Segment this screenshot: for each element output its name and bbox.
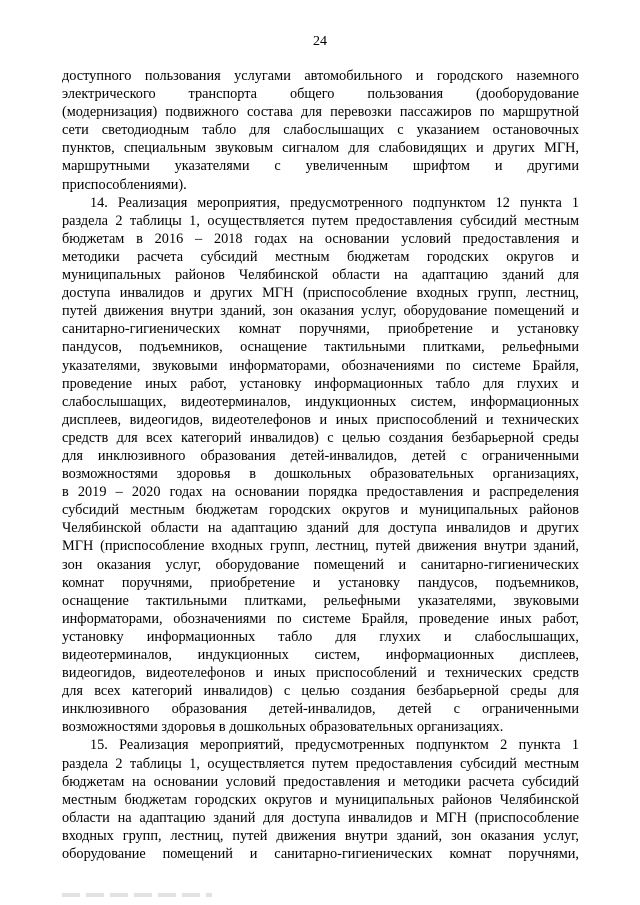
- text-line: (модернизация) подвижного состава для перевозки пассажиров по маршрутной: [62, 104, 579, 121]
- page-number: 24: [313, 34, 327, 49]
- text-line: оснащение тактильными плитками, рельефными указателями, звуковыми: [62, 592, 579, 609]
- text-line: субсидий местным бюджетам городских округов и муниципальных районов: [62, 502, 579, 519]
- text-line: Челябинской области на адаптацию зданий для доступа инвалидов и других: [62, 520, 579, 537]
- text-line: для инклюзивного образования детей-инвалидов, детей с ограниченными: [62, 447, 579, 464]
- text-line: возможностями здоровья в дошкольных образовательных организациях.: [62, 719, 504, 736]
- text-line: входных групп, лестниц, путей движения внутри зданий, зон оказания услуг,: [62, 827, 579, 844]
- text-line: санитарно-гигиенических комнат поручнями, приобретение и установку: [62, 321, 579, 338]
- text-line: 15. Реализация мероприятий, предусмотренных подпунктом 2 пункта 1: [90, 737, 579, 754]
- text-line: инклюзивного образования детей-инвалидов, детей с ограниченными: [62, 701, 579, 718]
- text-line: электрического транспорта общего пользования (дооборудование: [62, 86, 579, 103]
- text-line: информаторами, обозначениями по системе Брайля, проведение иных работ,: [62, 610, 579, 627]
- text-line: указателями, звуковыми информаторами, обозначениями по системе Брайля,: [62, 357, 579, 374]
- text-line: приспособлениями).: [62, 176, 187, 193]
- text-line: доступа инвалидов и других МГН (приспособление входных групп, лестниц,: [62, 285, 579, 302]
- text-line: средств для всех категорий инвалидов) с целью создания безбарьерной среды: [62, 429, 579, 446]
- text-line: области на адаптацию зданий для доступа инвалидов и МГН (приспособление: [62, 809, 579, 826]
- text-line: методики расчета субсидий местным бюджетам городских округов и: [62, 248, 579, 265]
- text-line: бюджетам в 2016 – 2018 годах на основании условий предоставления и: [62, 230, 579, 247]
- paragraph: [62, 67, 579, 194]
- text-line: зон оказания услуг, оборудование помещений и санитарно-гигиенических: [62, 556, 579, 573]
- text-line: 14. Реализация мероприятия, предусмотренного подпунктом 12 пункта 1: [90, 194, 579, 211]
- text-line: установку информационных табло для глухих и слабослышащих,: [62, 628, 579, 645]
- text-line: оборудование помещений и санитарно-гигиенических комнат поручнями,: [62, 846, 579, 863]
- paragraph: [62, 194, 579, 737]
- text-line: местным бюджетам городских округов и муниципальных районов Челябинской: [62, 791, 579, 808]
- text-line: слабослышащих, видеотерминалов, индукционных систем, информационных: [62, 393, 579, 410]
- text-line: маршрутными указателями с увеличенным шрифтом и другими: [62, 158, 579, 175]
- text-line: видеотерминалов, индукционных систем, информационных дисплеев,: [62, 647, 579, 663]
- text-line: путей движения внутри зданий, зон оказания услуг, оборудование помещений и: [62, 303, 579, 320]
- document-body: [62, 67, 579, 863]
- text-line: раздела 2 таблицы 1, осуществляется путем предоставления субсидий местным: [62, 212, 579, 229]
- text-line: возможностями здоровья в дошкольных образовательных организациях,: [62, 466, 579, 483]
- text-line: бюджетам на основании условий предоставления и методики расчета субсидий: [62, 773, 579, 790]
- text-line: сети светодиодным табло для слабослышащих с указанием остановочных: [62, 122, 579, 139]
- text-line: раздела 2 таблицы 1, осуществляется путем предоставления субсидий местным: [62, 755, 579, 772]
- text-line: муниципальных районов Челябинской области на адаптацию зданий для: [62, 267, 579, 284]
- text-line: в 2019 – 2020 годах на основании порядка предоставления и распределения: [62, 484, 579, 501]
- text-line: МГН (приспособление входных групп, лестниц, путей движения внутри зданий,: [62, 538, 579, 555]
- text-line: пунктов, специальным звуковым сигналом для слабовидящих и других МГН,: [62, 140, 579, 157]
- scan-footer-artifact: [62, 893, 212, 897]
- text-line: доступного пользования услугами автомобильного и городского наземного: [62, 68, 579, 84]
- text-line: дисплеев, видеогидов, видеотелефонов и иных приспособлений и технических: [62, 411, 579, 428]
- text-line: комнат поручнями, приобретение и установку пандусов, подъемников,: [62, 574, 579, 591]
- text-line: пандусов, подъемников, оснащение тактильными плитками, рельефными: [62, 339, 579, 356]
- text-line: для всех категорий инвалидов) с целью создания безбарьерной среды для: [62, 683, 579, 700]
- paragraph: [62, 736, 579, 863]
- text-line: видеогидов, видеотелефонов и иных приспособлений и технических средств: [62, 665, 579, 682]
- text-line: проведение иных работ, установку информационных табло для глухих и: [62, 375, 579, 392]
